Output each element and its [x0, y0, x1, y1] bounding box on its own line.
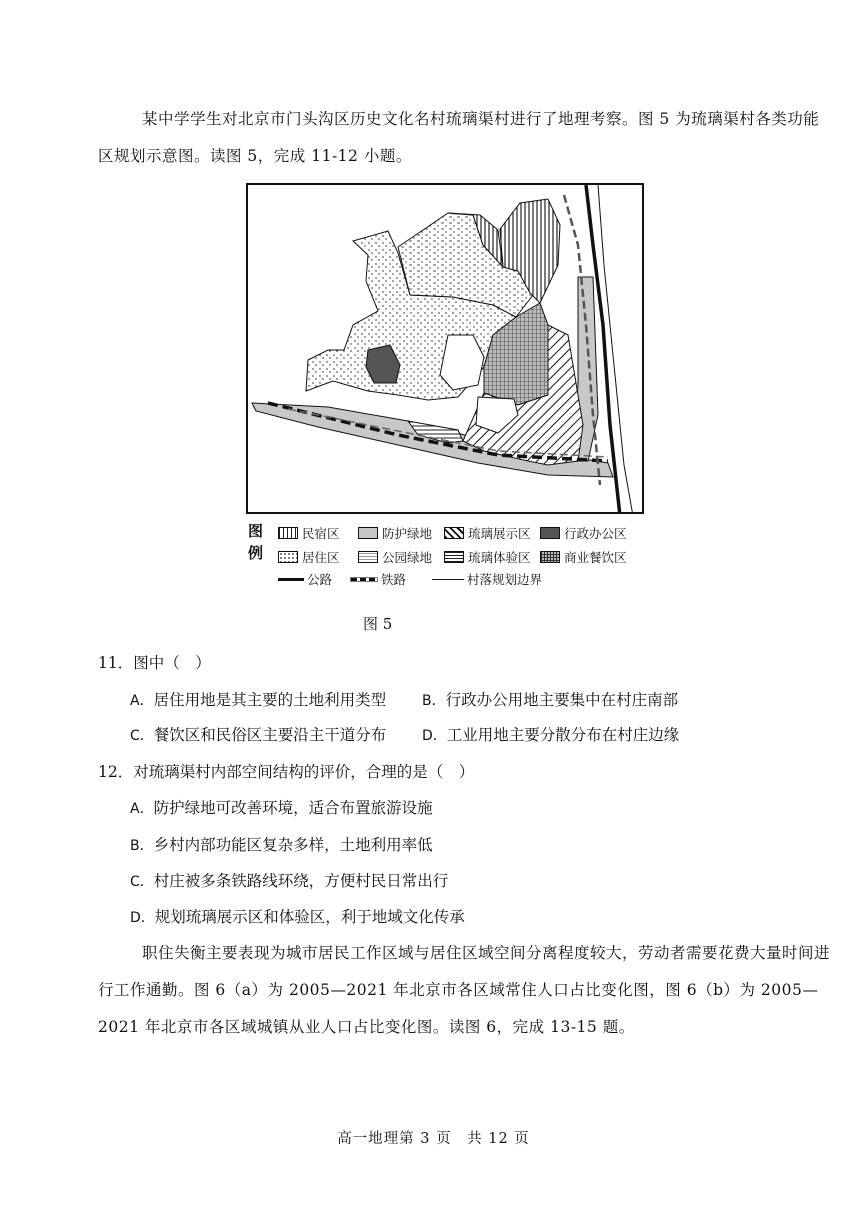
legend-item-commercial-dining: [540, 548, 627, 566]
q12-option-b: [130, 833, 433, 855]
legend-title-char-1: 图: [248, 522, 264, 540]
legend-label: 铁路: [381, 572, 407, 587]
option-letter: A．: [130, 693, 154, 709]
q12-option-c: [130, 869, 448, 891]
option-text: 餐饮区和民俗区主要沿主干道分布: [153, 726, 387, 744]
q12-option-d: [130, 905, 465, 927]
legend-item-park-green: [358, 548, 432, 566]
q11-option-c: [130, 723, 386, 745]
legend-label: 村落规划边界: [467, 572, 543, 587]
legend-item-glass-experience: [444, 548, 531, 566]
homestay-swatch: [278, 527, 298, 539]
option-text: 工业用地主要分散分布在村庄边缘: [446, 726, 680, 744]
highway-line-sample: [278, 578, 304, 581]
legend-item-admin-office: [540, 524, 627, 542]
village-zoning-map: [246, 183, 644, 514]
legend-title-char-2: 例: [248, 544, 264, 562]
residential-swatch: [278, 551, 298, 563]
glass-experience-swatch: [444, 551, 464, 563]
legend-label: 行政办公区: [564, 526, 627, 541]
option-letter: B．: [422, 693, 446, 709]
legend-label: 防护绿地: [382, 526, 433, 541]
q11-stem: 11．图中（ ）: [98, 654, 211, 672]
option-letter: B．: [130, 838, 154, 854]
option-text: 村庄被多条铁路线环绕，方便村民日常出行: [153, 872, 449, 890]
legend-label: 商业餐饮区: [564, 550, 627, 565]
option-letter: C．: [130, 874, 154, 890]
legend-item-residential: [278, 548, 340, 566]
q11-option-d: [422, 723, 679, 745]
q12-option-a: [130, 796, 433, 818]
q12-stem: 12．对琉璃渠村内部空间结构的评价，合理的是（ ）: [98, 763, 475, 781]
legend-line-highway: [278, 570, 332, 588]
railway-line-sample: [350, 577, 378, 582]
option-text: 规划琉璃展示区和体验区，利于地域文化传承: [154, 908, 465, 926]
figure-caption: 图 5: [363, 615, 393, 633]
q11-option-b: [422, 688, 678, 710]
page-footer: 高一地理第 3 页 共 12 页: [337, 1131, 530, 1147]
option-letter: A．: [130, 801, 154, 817]
paragraph-job-housing: 职住失衡主要表现为城市居民工作区域与居住区域空间分离程度较大，劳动者需要花费大量时间进行工作通勤。图 6（a）为 2005—2021 年北京市各区域常住人口占比变化图，图 6（b）为 2005—2021 年北京市各区域城镇从业人口占比变化图。读图 6，完成 13-15 题。: [98, 944, 831, 1036]
admin-office-swatch: [540, 527, 560, 539]
legend-item-protective-green: [358, 524, 432, 542]
option-letter: D．: [422, 728, 447, 744]
option-letter: D．: [130, 910, 155, 926]
legend-line-railway: [350, 570, 406, 588]
legend-line-boundary: [432, 570, 542, 588]
commercial-dining-swatch: [540, 551, 560, 563]
map-drawing: [248, 185, 644, 514]
legend-item-glass-exhibition: [444, 524, 531, 542]
q11-option-a: [130, 688, 386, 710]
legend-label: 琉璃体验区: [468, 550, 531, 565]
option-text: 乡村内部功能区复杂多样，土地利用率低: [153, 836, 433, 854]
option-text: 行政办公用地主要集中在村庄南部: [445, 691, 679, 709]
legend-label: 民宿区: [302, 526, 340, 541]
legend-item-homestay: [278, 524, 340, 542]
option-text: 防护绿地可改善环境，适合布置旅游设施: [153, 799, 433, 817]
glass-exhibition-swatch: [444, 527, 464, 539]
option-letter: C．: [130, 728, 154, 744]
intro-paragraph: 某中学学生对北京市门头沟区历史文化名村琉璃渠村进行了地理考察。图 5 为琉璃渠村各类功能区规划示意图。读图 5，完成 11-12 小题。: [98, 110, 820, 165]
park-green-swatch: [358, 551, 378, 563]
unplanned-area: [440, 335, 484, 390]
option-text: 居住用地是其主要的土地利用类型: [153, 691, 387, 709]
legend-label: 公园绿地: [382, 550, 433, 565]
legend-label: 琉璃展示区: [468, 526, 531, 541]
legend-label: 公路: [307, 572, 333, 587]
boundary-line-sample: [432, 579, 464, 580]
legend-label: 居住区: [302, 550, 340, 565]
map-legend: [246, 520, 646, 590]
protective-green-swatch: [358, 527, 378, 539]
